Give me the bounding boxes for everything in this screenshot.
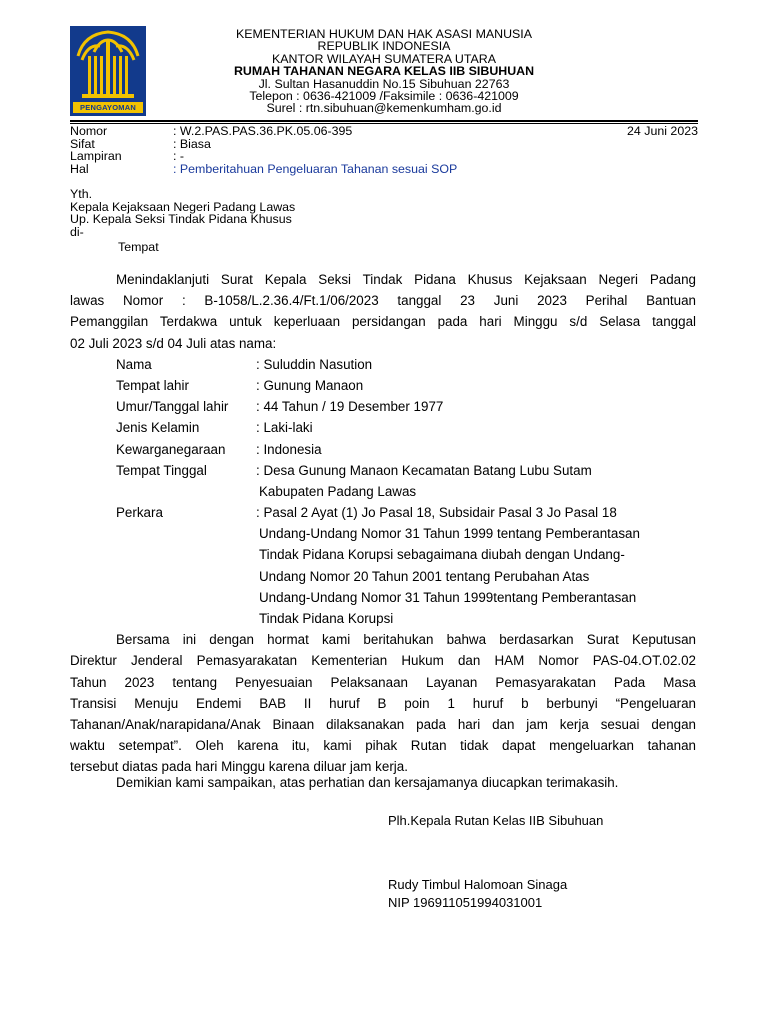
detail-value: : 44 Tahun / 19 Desember 1977 [256,399,444,415]
regional-office: KANTOR WILAYAH SUMATERA UTARA [272,51,496,66]
recipient-line: di- [70,225,84,240]
text-line: Bersama ini dengan hormat kami beritahukan bahwa berdasarkan Surat Keputusan [116,632,696,648]
salutation: Yth. [70,187,93,201]
paragraph-notice [70,629,696,777]
detail-row-name [116,354,696,375]
detail-value: Tindak Pidana Korupsi [259,611,394,626]
text-line: Tahun 2023 tentang Penyesuaian Pelaksanaan Layanan Pemasyarakatan Pada Masa [70,674,696,690]
letter-meta [70,125,698,175]
detail-row-case [116,502,696,629]
detail-value: : Gunung Manaon [256,377,364,393]
address: Jl. Sultan Hasanuddin No.15 Sibuhuan 22763 [258,76,510,91]
text-line: Tahanan/Anak/narapidana/Anak Binaan dilaksanakan pada hari dan jam kerja sesuai dengan [70,716,696,732]
detail-value: Tindak Pidana Korupsi sebagaimana diubah dengan Undang- [259,547,625,563]
letter-date: 24 Juni 2023 [627,124,698,138]
ministry-name: KEMENTERIAN HUKUM DAN HAK ASASI MANUSIA [235,27,533,41]
text-line: Transisi Menuju Endemi BAB II huruf B poin 1 huruf b berbunyi “Pengeluaran [70,695,696,711]
email: Surel : rtn.sibuhuan@kemenkumham.go.id [266,101,502,116]
detail-label: Umur/Tanggal lahir [116,399,229,415]
detail-label: Tempat Tinggal [116,462,207,478]
detail-value: Undang-Undang Nomor 31 Tahun 1999 tentang Pemberantasan [259,526,640,542]
meta-value-subject: : Pemberitahuan Pengeluaran Tahanan sesuai SOP [173,161,458,176]
recipient-line: Up. Kepala Seksi Tindak Pidana Khusus [70,212,292,227]
detail-label: Perkara [116,505,163,521]
signatory-title: Plh.Kepala Rutan Kelas IIB Sibuhuan [388,813,604,828]
ministry-logo [70,26,146,116]
detail-row-nationality [116,439,696,460]
country-name: REPUBLIK INDONESIA [317,39,451,54]
detail-value: : Suluddin Nasution [256,356,373,372]
meta-value: : Biasa [173,136,211,151]
detail-value: : Indonesia [256,441,322,457]
text-line: waktu setempat”. Oleh karena itu, kami pihak Rutan tidak dapat mengeluarkan tahanan [70,738,696,754]
header-divider-thin [70,123,698,124]
meta-label: Nomor [70,124,108,138]
detail-value: : Laki-laki [256,420,313,436]
paragraph-intro [70,269,696,354]
detail-value: : Desa Gunung Manaon Kecamatan Batang Lubu Sutam [256,462,592,478]
text-line: lawas Nomor : B-1058/L.2.36.4/Ft.1/06/2023 tanggal 23 Juni 2023 Perihal Bantuan [70,293,696,309]
meta-value: : - [173,149,185,164]
meta-label: Sifat [70,136,95,151]
detail-label: Tempat lahir [116,377,189,393]
recipient-line: Kepala Kejaksaan Negeri Padang Lawas [70,199,296,214]
detail-value: Kabupaten Padang Lawas [259,483,417,499]
signatory-name: Rudy Timbul Halomoan Sinaga [388,877,568,892]
institution-name: RUMAH TAHANAN NEGARA KELAS IIB SIBUHUAN [233,64,535,79]
meta-label: Lampiran [70,149,122,164]
detail-row-age [116,396,696,417]
text-line: 02 Juli 2023 s/d 04 Juli atas nama: [70,335,277,351]
detail-value: : Pasal 2 Ayat (1) Jo Pasal 18, Subsidair Pasal 3 Jo Pasal 18 [256,505,617,521]
text-line: Menindaklanjuti Surat Kepala Seksi Tindak Pidana Khusus Kejaksaan Negeri Padang [116,272,696,287]
text-line: Pemanggilan Terdakwa untuk keperluaan persidangan pada hari Minggu s/d Selasa tanggal [70,314,696,330]
signatory-nip: NIP 196911051994031001 [388,895,543,910]
detail-value: Undang Nomor 20 Tahun 2001 tentang Perubahan Atas [259,568,590,584]
recipient-place: Tempat [118,239,159,254]
text-line: tersebut diatas pada hari Minggu karena diluar jam kerja. [70,759,408,775]
meta-label: Hal [70,161,89,176]
meta-row-hal [70,163,698,176]
meta-row-lampiran [70,150,698,163]
meta-value: : W.2.PAS.PAS.36.PK.05.06-395 [173,124,353,138]
logo-motto: PENGAYOMAN [80,103,136,112]
detail-row-residence [116,460,696,502]
detail-row-birthplace [116,375,696,396]
text-line: Direktur Jenderal Pemasyarakatan Kementerian Hukum dan HAM Nomor PAS-04.OT.02.02 [70,653,696,669]
phone-fax: Telepon : 0636-421009 /Faksimile : 0636-421009 [249,89,519,104]
header-divider-thick [70,120,698,122]
recipient-block [70,188,295,254]
closing-sentence: Demikian kami sampaikan, atas perhatian dan kersajamanya diucapkan terimakasih. [116,775,619,790]
banyan-tree-icon [70,26,146,104]
detail-label: Jenis Kelamin [116,420,200,436]
letter-body [70,269,696,778]
detail-value: Undang-Undang Nomor 31 Tahun 1999tentang Pemberantasan [259,589,637,605]
meta-row-sifat [70,138,698,151]
logo-banner [73,102,143,113]
detail-row-gender [116,417,696,438]
detail-label: Kewarganegaraan [116,441,226,457]
meta-row-nomor [70,125,698,138]
detainee-details [116,354,696,629]
detail-label: Nama [116,356,152,372]
letterhead [150,28,618,115]
